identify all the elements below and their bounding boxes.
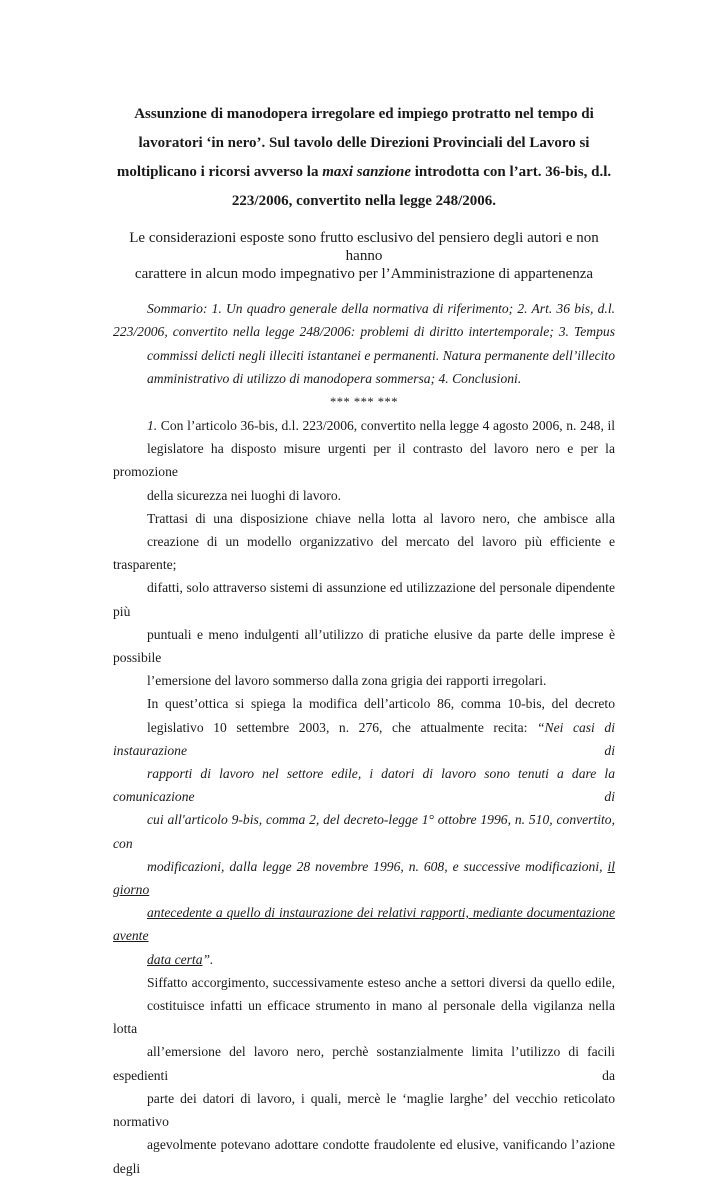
- paragraph-4-line-4: parte dei datori di lavoro, i quali, mercè le ‘maglie larghe’ del vecchio reticolato normativo: [113, 1090, 615, 1130]
- quote-underlined-end: data certa: [147, 951, 203, 967]
- paragraph-3-line-1: In quest’ottica si spiega la modifica dell’articolo 86, comma 10-bis, del decreto: [147, 696, 615, 712]
- title-line-1: Assunzione di manodopera irregolare ed impiego protratto nel tempo di: [134, 106, 594, 122]
- summary-line-2: 223/2006, convertito nella legge 248/2006: problemi di diritto intertemporale; 3. Tempus: [113, 324, 615, 340]
- summary-line-4: amministrativo di utilizzo di manodopera sommersa; 4. Conclusioni.: [147, 371, 522, 387]
- paragraph-2: [113, 507, 615, 693]
- quote-line-2: cui all'articolo 9-bis, comma 2, del decreto-legge 1° ottobre 1996, n. 510, convertito, con: [113, 812, 615, 851]
- paragraph-2-line-5: l’emersione del lavoro sommerso dalla zona grigia dei rapporti irregolari.: [147, 673, 547, 689]
- paragraph-2-line-1: Trattasi di una disposizione chiave nella lotta al lavoro nero, che ambisce alla: [147, 510, 615, 526]
- body-text: [113, 414, 615, 1180]
- section-separator: *** *** ***: [330, 395, 398, 409]
- title-line-3-end: introdotta con l’art. 36-bis, d.l.: [411, 164, 612, 180]
- paragraph-3-line-2-text: legislativo 10 settembre 2003, n. 276, che attualmente recita:: [147, 719, 537, 735]
- paragraph-1-line-1: [113, 414, 615, 437]
- paragraph-3: [113, 692, 615, 970]
- quote-start: “Nei casi di instaurazione di: [113, 719, 615, 758]
- title-maxi-sanzione: maxi sanzione: [322, 164, 411, 180]
- paragraph-4-line-5: agevolmente potevano adottare condotte fraudolente ed elusive, vanificando l’azione degli: [113, 1137, 615, 1176]
- paragraph-4: [113, 971, 615, 1180]
- paragraph-2-line-2: creazione di un modello organizzativo del mercato del lavoro più efficiente e trasparente;: [113, 534, 615, 573]
- quote-line-5: [113, 948, 615, 971]
- quote-close: ”.: [202, 951, 214, 967]
- quote-line-3-text: modificazioni, dalla legge 28 novembre 1996, n. 608, e successive modificazioni,: [147, 858, 608, 874]
- summary-text: [113, 297, 615, 391]
- summary-line-3: commissi delicti negli illeciti istantanei e permanenti. Natura permanente dell’illecito: [147, 347, 615, 363]
- summary-line-1: Sommario: 1. Un quadro generale della normativa di riferimento; 2. Art. 36 bis, d.l.: [147, 301, 615, 316]
- paragraph-1-line-1-text: Con l’articolo 36-bis, d.l. 223/2006, convertito nella legge 4 agosto 2006, n. 248, il: [157, 418, 615, 433]
- paragraph-2-line-4: puntuali e meno indulgenti all’utilizzo di pratiche elusive da parte delle imprese è possibile: [113, 626, 615, 666]
- paragraph-2-line-3: difatti, solo attraverso sistemi di assunzione ed utilizzazione del personale dipendente più: [113, 580, 615, 619]
- title-line-3-start: moltiplicano i ricorsi avverso la: [116, 164, 323, 180]
- disclaimer-line-2: carattere in alcun modo impegnativo per l’Amministrazione di appartenenza: [134, 266, 594, 282]
- quote-underlined-start: il giorno: [113, 858, 615, 898]
- paragraph-4-line-3: all’emersione del lavoro nero, perchè sostanzialmente limita l’utilizzo di facili espedienti da: [113, 1044, 615, 1083]
- quote-underlined-line: antecedente a quello di instaurazione dei relativi rapporti, mediante documentazione avente: [113, 905, 615, 944]
- quote-line-3: [113, 855, 615, 901]
- disclaimer: [113, 229, 615, 283]
- title-line-3: [113, 158, 615, 187]
- quote-line-1: rapporti di lavoro nel settore edile, i datori di lavoro sono tenuti a dare la comunicazione di: [113, 766, 615, 805]
- section-number: 1.: [147, 418, 158, 433]
- title-line-2: lavoratori ‘in nero’. Sul tavolo delle Direzioni Provinciali del Lavoro si: [138, 135, 590, 151]
- paragraph-1: [113, 414, 615, 507]
- paragraph-1-line-2: legislatore ha disposto misure urgenti per il contrasto del lavoro nero e per la promozione: [113, 441, 615, 480]
- document-title: [113, 100, 615, 216]
- paragraph-4-line-1: Siffatto accorgimento, successivamente esteso anche a settori diversi da quello edile,: [147, 974, 615, 990]
- paragraph-3-line-2: [113, 716, 615, 762]
- title-line-4: 223/2006, convertito nella legge 248/2006.: [231, 193, 497, 209]
- summary-paragraph: [113, 297, 615, 391]
- paragraph-4-line-2: costituisce infatti un efficace strumento in mano al personale della vigilanza nella lotta: [113, 998, 615, 1037]
- disclaimer-line-1: Le considerazioni esposte sono frutto esclusivo del pensiero degli autori e non hanno: [129, 230, 599, 264]
- paragraph-1-line-3: della sicurezza nei luoghi di lavoro.: [147, 487, 342, 503]
